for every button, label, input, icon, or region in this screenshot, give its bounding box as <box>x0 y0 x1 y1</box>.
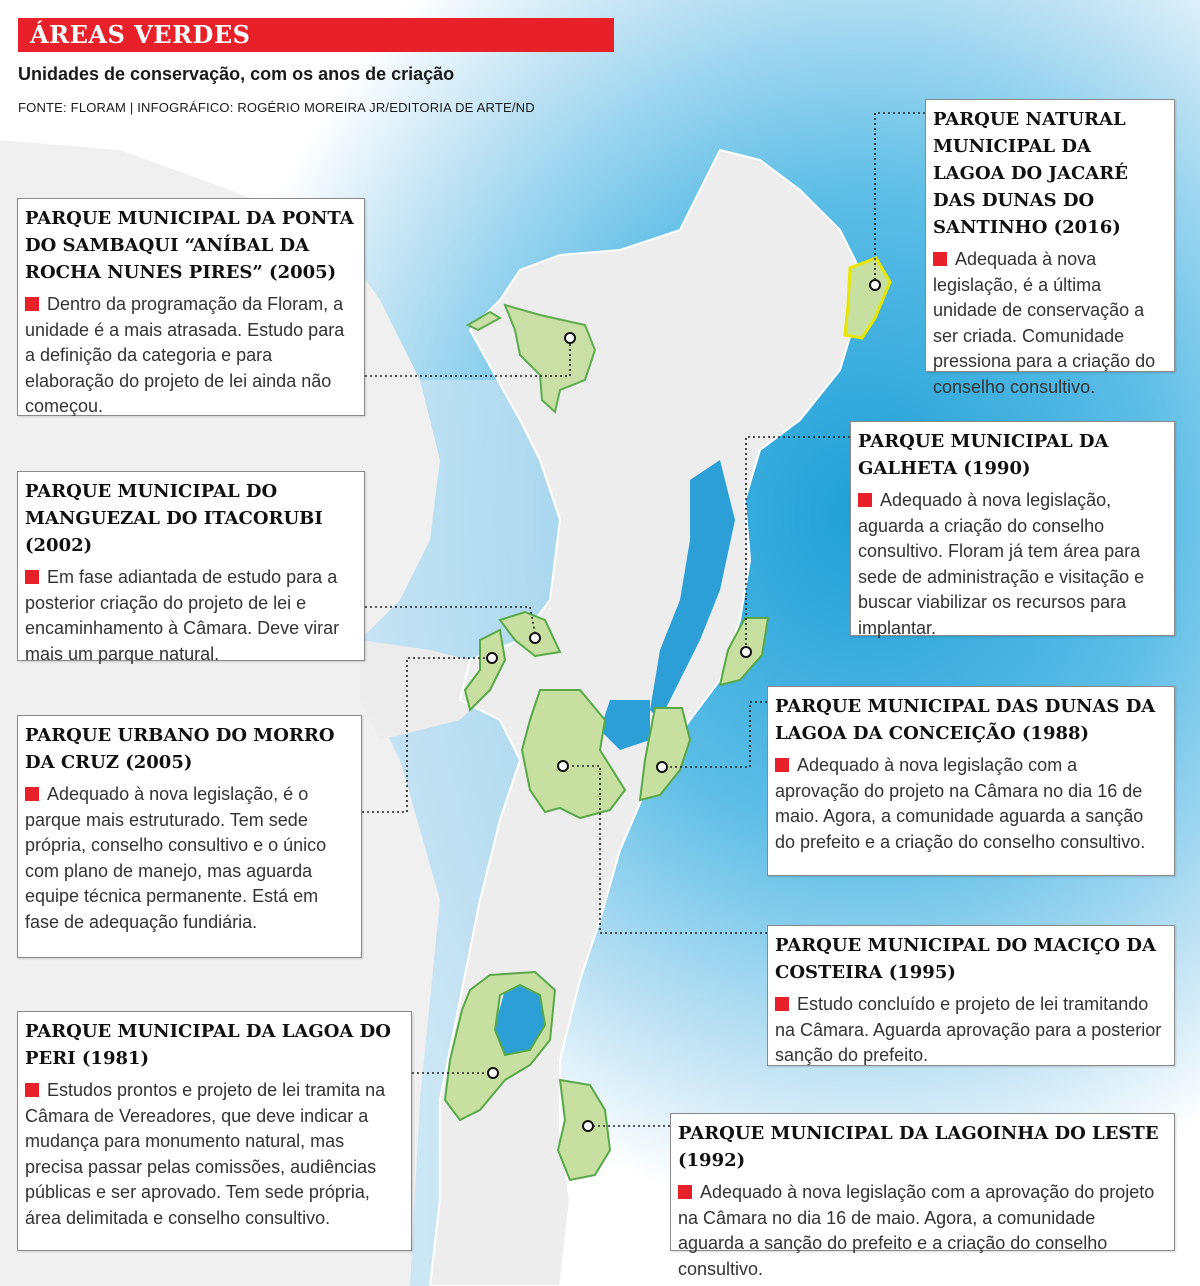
bullet-square-icon <box>858 493 872 507</box>
info-box-lagoinha <box>670 1113 1175 1279</box>
box-text: Adequado à nova legislação com a aprovação do projeto na Câmara no dia 16 de maio. Agora, a comunidade aguarda a sanção do prefeito e a criação do conselho consultivo. <box>678 1182 1155 1279</box>
bullet-square-icon <box>25 297 39 311</box>
marker-sambaqui <box>565 333 575 343</box>
info-box-peri <box>17 1011 412 1251</box>
info-box-dunas <box>767 686 1175 876</box>
box-title: PARQUE MUNICIPAL DA PONTA DO SAMBAQUI “ANÍBAL DA ROCHA NUNES PIRES” (2005) <box>25 208 354 283</box>
page-subtitle: Unidades de conservação, com os anos de criação <box>18 64 455 84</box>
source-credit: FONTE: FLORAM | INFOGRÁFICO: ROGÉRIO MOREIRA JR/EDITORIA DE ARTE/ND <box>18 100 535 115</box>
box-text: Em fase adiantada de estudo para a posterior criação do projeto de lei e encaminhamento à Câmara. Deve virar mais um parque natural. <box>25 567 340 664</box>
box-title: PARQUE NATURAL MUNICIPAL DA LAGOA DO JACARÉ DAS DUNAS DO SANTINHO (2016) <box>933 109 1128 238</box>
marker-morro-cruz <box>487 653 497 663</box>
marker-costeira <box>558 761 568 771</box>
box-title: PARQUE URBANO DO MORRO DA CRUZ (2005) <box>25 725 335 773</box>
marker-galheta <box>741 647 751 657</box>
box-title: PARQUE MUNICIPAL DA GALHETA (1990) <box>858 431 1109 479</box>
info-box-sambaqui <box>17 198 365 416</box>
box-text: Adequado à nova legislação, é o parque mais estruturado. Tem sede própria, conselho consultivo e o único com plano de manejo, mas aguarda equipe técnica permanente. Está em fase de adequação fundiária. <box>25 784 327 932</box>
bullet-square-icon <box>25 787 39 801</box>
box-text: Estudo concluído e projeto de lei tramitando na Câmara. Aguarda aprovação para a posterior sanção do prefeito. <box>775 994 1162 1065</box>
box-title: PARQUE MUNICIPAL DO MACIÇO DA COSTEIRA (1995) <box>775 935 1156 983</box>
bullet-square-icon <box>933 252 947 266</box>
marker-lagoinha <box>583 1121 593 1131</box>
box-text: Adequado à nova legislação com a aprovação do projeto na Câmara no dia 16 de maio. Agora, a comunidade aguarda a sanção do prefeito e a criação do conselho consultivo. <box>775 755 1146 852</box>
marker-peri <box>488 1068 498 1078</box>
box-title: PARQUE MUNICIPAL DA LAGOA DO PERI (1981) <box>25 1021 391 1069</box>
page-title: ÁREAS VERDES <box>30 20 251 49</box>
bullet-square-icon <box>678 1185 692 1199</box>
bullet-square-icon <box>25 1083 39 1097</box>
box-text: Dentro da programação da Floram, a unidade é a mais atrasada. Estudo para a definição da categoria e para elaboração do projeto de lei ainda não começou. <box>25 294 345 416</box>
marker-dunas <box>657 762 667 772</box>
info-box-costeira <box>767 925 1175 1066</box>
bullet-square-icon <box>775 758 789 772</box>
info-box-itacorubi <box>17 471 365 664</box>
bullet-square-icon <box>25 570 39 584</box>
box-title: PARQUE MUNICIPAL DO MANGUEZAL DO ITACORUBI (2002) <box>25 481 323 556</box>
box-text: Estudos prontos e projeto de lei tramita na Câmara de Vereadores, que deve indicar a mudança para monumento natural, mas precisa passar pelas comissões, audiências públicas e ser aprovado. Tem sede própria, área delimitada e conselho consultivo. <box>25 1080 386 1228</box>
marker-jacare <box>870 280 880 290</box>
box-text: Adequado à nova legislação, aguarda a criação do conselho consultivo. Floram já tem área para sede de administração e visitação e buscar viabilizar os recursos para implantar. <box>858 490 1145 638</box>
box-title: PARQUE MUNICIPAL DAS DUNAS DA LAGOA DA CONCEIÇÃO (1988) <box>775 696 1156 744</box>
info-box-morro-cruz <box>17 715 362 958</box>
marker-itacorubi <box>530 633 540 643</box>
box-text: Adequada à nova legislação, é a última unidade de conservação a ser criada. Comunidade pressiona para a criação do conselho consultivo. <box>933 249 1156 397</box>
info-box-jacare <box>925 99 1175 397</box>
info-box-galheta <box>850 421 1175 636</box>
box-title: PARQUE MUNICIPAL DA LAGOINHA DO LESTE (1992) <box>678 1123 1159 1171</box>
bullet-square-icon <box>775 997 789 1011</box>
